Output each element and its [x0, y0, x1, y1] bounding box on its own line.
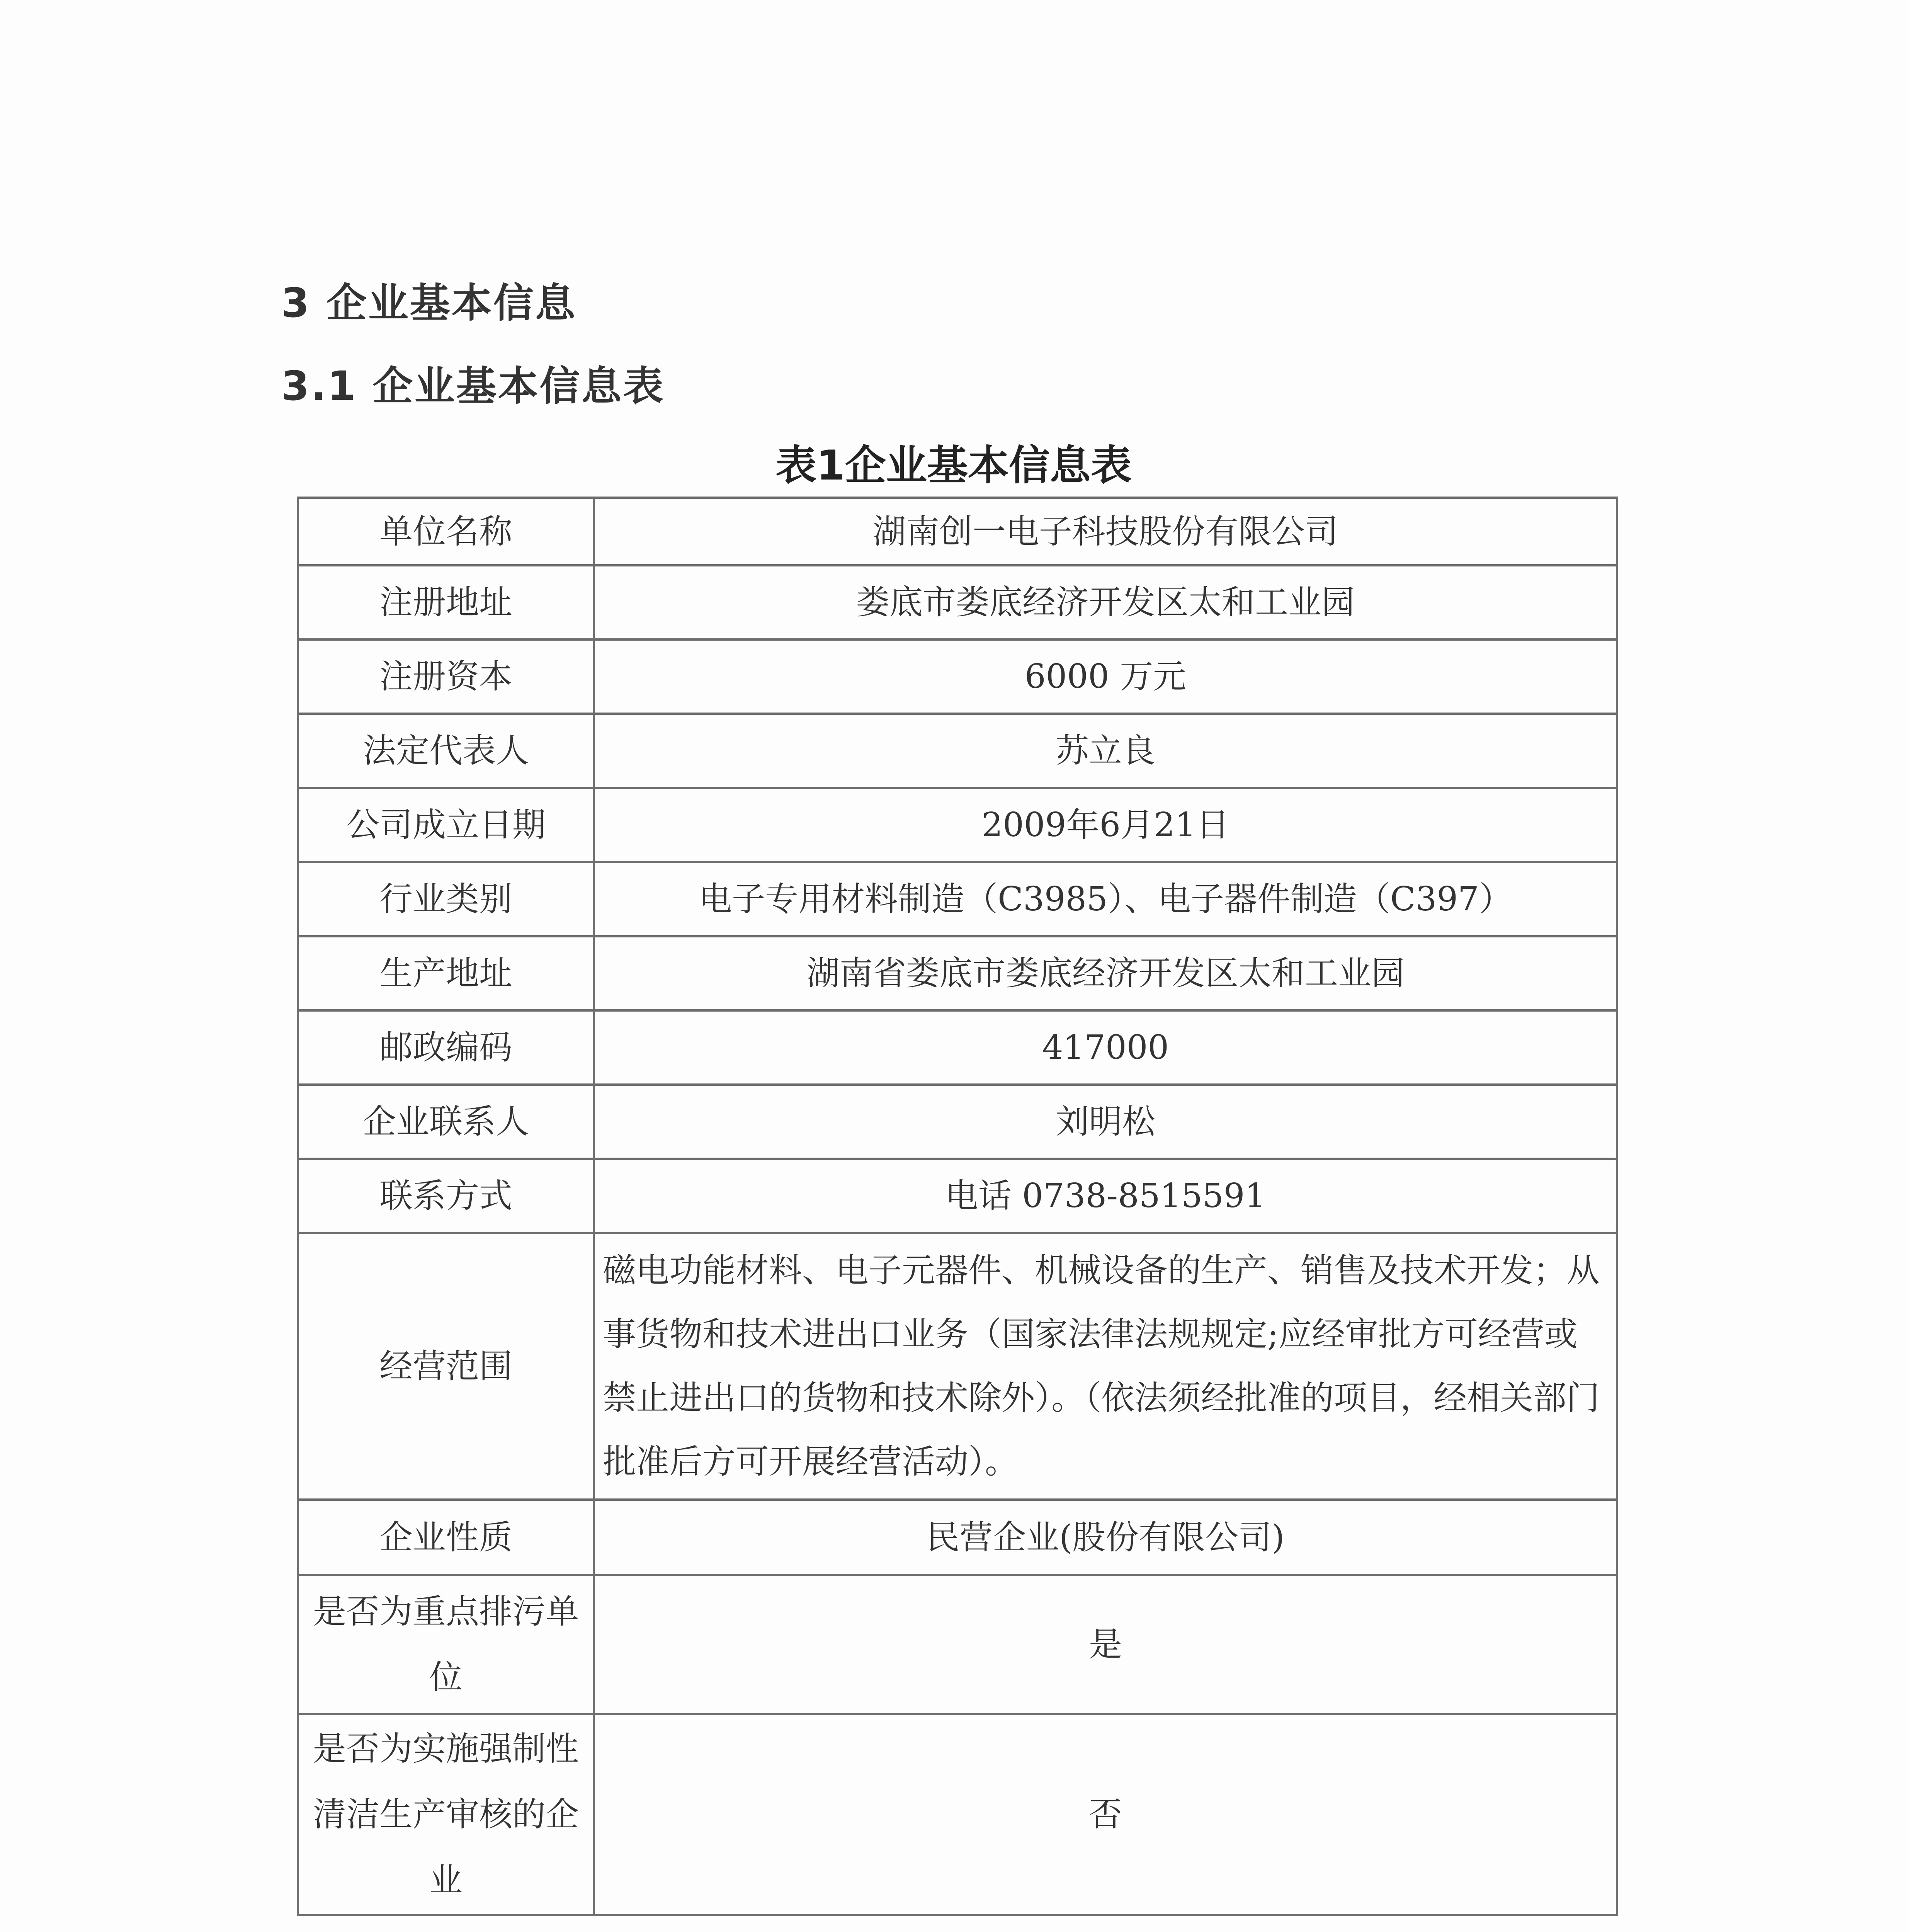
row-value: 刘明松	[594, 1085, 1617, 1159]
row-value: 苏立良	[594, 714, 1617, 788]
row-value: 6000 万元	[594, 639, 1617, 714]
row-label: 联系方式	[298, 1159, 594, 1233]
row-label: 企业性质	[298, 1500, 594, 1575]
row-value: 是	[594, 1575, 1617, 1714]
row-label: 经营范围	[298, 1233, 594, 1500]
row-value: 2009年6月21日	[594, 788, 1617, 862]
table-row	[298, 565, 1617, 639]
row-value: 417000	[594, 1010, 1617, 1085]
row-label: 行业类别	[298, 862, 594, 936]
row-value: 电话 0738-8515591	[594, 1159, 1617, 1233]
table-row	[298, 639, 1617, 714]
row-label: 注册资本	[298, 639, 594, 714]
company-info-table	[297, 497, 1618, 1916]
row-value: 民营企业(股份有限公司)	[594, 1500, 1617, 1575]
section-heading-3: 3 企业基本信息	[281, 279, 577, 327]
table-row	[298, 1500, 1617, 1575]
table-row	[298, 1085, 1617, 1159]
table-row	[298, 1714, 1617, 1915]
row-label: 是否为重点排污单位	[298, 1575, 594, 1714]
row-label: 公司成立日期	[298, 788, 594, 862]
table-row	[298, 1159, 1617, 1233]
table-caption: 表1企业基本信息表	[775, 442, 1132, 489]
row-label: 法定代表人	[298, 714, 594, 788]
row-label: 企业联系人	[298, 1085, 594, 1159]
row-label: 邮政编码	[298, 1010, 594, 1085]
row-label: 生产地址	[298, 936, 594, 1010]
row-value: 否	[594, 1714, 1617, 1915]
table-row	[298, 788, 1617, 862]
row-label: 是否为实施强制性清洁生产审核的企业	[298, 1714, 594, 1915]
table-row	[298, 862, 1617, 936]
row-label: 单位名称	[298, 498, 594, 565]
row-value: 磁电功能材料、电子元器件、机械设备的生产、销售及技术开发；从事货物和技术进出口业务（国家法律法规规定;应经审批方可经营或禁止进出口的货物和技术除外）。（依法须经批准的项目，经相关部门批准后方可开展经营活动）。	[594, 1233, 1617, 1500]
section-heading-3-1: 3.1 企业基本信息表	[281, 362, 665, 410]
row-value: 湖南省娄底市娄底经济开发区太和工业园	[594, 936, 1617, 1010]
table-row	[298, 1233, 1617, 1500]
table-row	[298, 498, 1617, 565]
table-row	[298, 1010, 1617, 1085]
row-value: 娄底市娄底经济开发区太和工业园	[594, 565, 1617, 639]
row-value: 湖南创一电子科技股份有限公司	[594, 498, 1617, 565]
row-value: 电子专用材料制造（C3985）、电子器件制造（C397）	[594, 862, 1617, 936]
table-row	[298, 1575, 1617, 1714]
table-row	[298, 714, 1617, 788]
row-label: 注册地址	[298, 565, 594, 639]
table-row	[298, 936, 1617, 1010]
